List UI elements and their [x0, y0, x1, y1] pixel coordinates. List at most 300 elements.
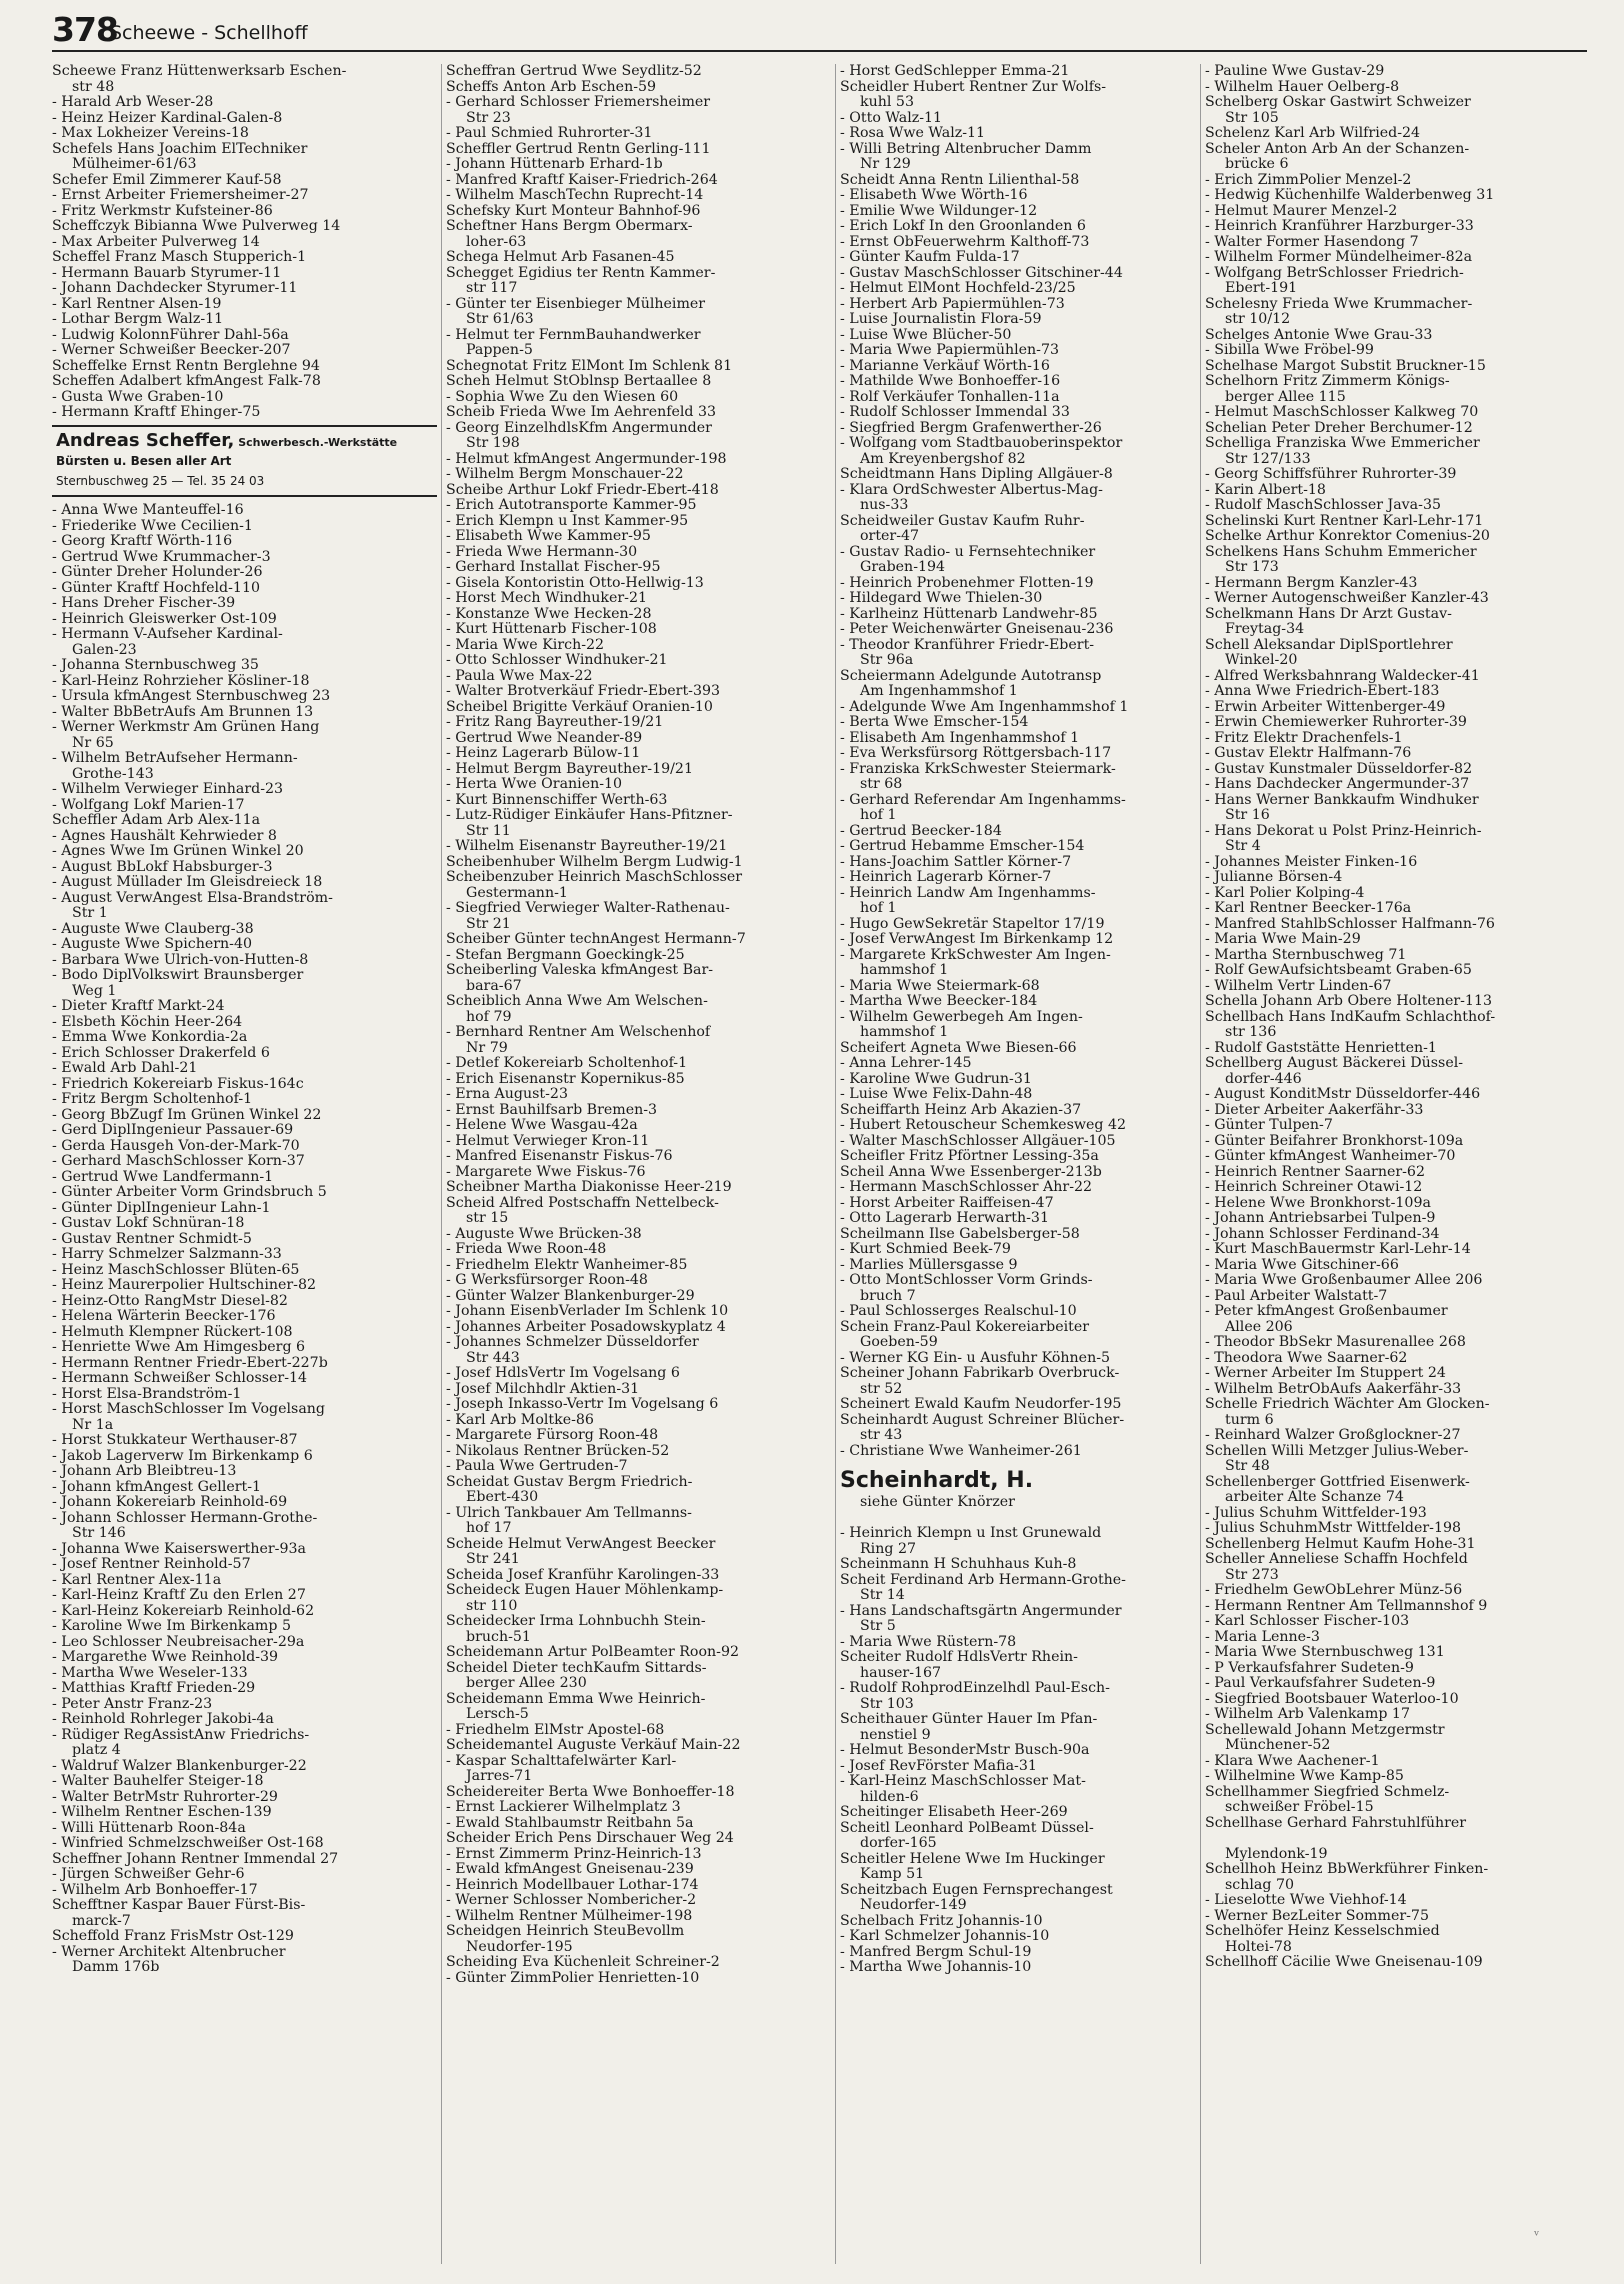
directory-entry: - Gustav Elektr Halfmann-76: [1205, 746, 1412, 761]
directory-entry: hammshof 1: [860, 963, 949, 978]
directory-entry: Schelberg Oskar Gastwirt Schweizer: [1205, 95, 1471, 110]
directory-entry: - Helmut ter FernmBauhandwerker: [446, 327, 701, 343]
directory-entry: - Theodora Wwe Saarner-62: [1205, 1350, 1408, 1366]
directory-entry: - Emilie Wwe Wildunger-12: [840, 203, 1038, 219]
directory-entry: Schelle Friedrich Wächter Am Glocken-: [1205, 1397, 1490, 1412]
directory-entry: - Rüdiger RegAssistAnw Friedrichs-: [52, 1727, 310, 1743]
directory-entry: - Wilhelm Eisenanstr Bayreuther-19/21: [446, 839, 728, 854]
directory-entry: Scheewe Franz Hüttenwerksarb Eschen-: [52, 64, 347, 79]
directory-entry: - August Mülladеr Im Gleisdreieck 18: [52, 875, 323, 890]
directory-entry: platz 4: [72, 1743, 121, 1758]
directory-entry: - Joseph Inkasso-Vertr Im Vogelsang 6: [446, 1397, 719, 1412]
directory-entry: - Manfred StahlbSchlosser Halfmann-76: [1205, 916, 1495, 932]
page-header: [52, 10, 1587, 52]
directory-entry: - Gustav Kunstmaler Düsseldorfer-82: [1205, 761, 1473, 777]
column-1: [52, 64, 437, 2264]
directory-entry: - Maria Wwe Großenbaumer Allee 206: [1205, 1273, 1483, 1288]
directory-entry: - Johann Hüttenarb Erhard-1b: [446, 157, 663, 172]
directory-entry: - Maria Wwe Rüstern-78: [840, 1634, 1017, 1650]
directory-entry: Schellenberg Helmut Kaufm Hohe-31: [1205, 1536, 1476, 1552]
directory-entry: Scheiding Eva Küchenleit Schreiner-2: [446, 1955, 720, 1970]
directory-entry: - Martha Wwe Weseler-133: [52, 1665, 248, 1681]
directory-entry: str 136: [1225, 1025, 1277, 1040]
directory-entry: Schellhoh Heinz BbWerkführer Finken-: [1205, 1862, 1489, 1877]
directory-entry: - Ewald kfmAngest Gneisenau-239: [446, 1862, 694, 1877]
directory-entry: Scheffel Franz Masch Stupperich-1: [52, 250, 307, 265]
directory-entry: - Otto Schlosser Windhuker-21: [446, 653, 668, 668]
directory-entry: Scheiblich Anna Wwe Am Welschen-: [446, 994, 708, 1009]
directory-entry: - Maria Wwe Steiermark-68: [840, 978, 1040, 994]
directory-entry: - Walter Former Hasendong 7: [1205, 234, 1419, 250]
directory-entry: - Heinz Heizer Kardinal-Galen-8: [52, 110, 283, 126]
directory-entry: hilden-6: [860, 1789, 919, 1805]
directory-entry: - Julius Schuhm Wittfelder-193: [1205, 1505, 1427, 1521]
directory-entry: - Fritz Elektr Drachenfels-1: [1205, 730, 1403, 746]
section-heading: Scheinhardt, H.: [840, 1468, 1034, 1493]
directory-entry: Schelenz Karl Arb Wilfried-24: [1205, 126, 1421, 141]
directory-entry: - Friedhelm GewObLehrer Münz-56: [1205, 1583, 1463, 1598]
directory-entry: - Karl Schlosser Fischer-103: [1205, 1614, 1410, 1629]
directory-entry: - Günter kfmAngest Wanheimer-70: [1205, 1149, 1456, 1164]
directory-entry: - Auguste Wwe Brücken-38: [446, 1226, 642, 1242]
ad-products: Bürsten u. Besen aller Art: [56, 454, 232, 468]
directory-entry: - Martha Sternbuschweg 71: [1205, 947, 1407, 963]
directory-entry: - Maria Wwe Papiermühlen-73: [840, 343, 1060, 358]
directory-entry: - Gertrud Wwe Krummacher-3: [52, 549, 271, 565]
directory-entry: - Max Lokheizer Vereins-18: [52, 126, 249, 141]
directory-entry: - Christiane Wwe Wanheimer-261: [840, 1443, 1082, 1459]
directory-entry: - August BbLokf Habsburger-3: [52, 859, 273, 875]
directory-entry: - Heinrich Probenehmer Flotten-19: [840, 575, 1094, 591]
directory-entry: Scheftner Hans Bergm Obermarx-: [446, 219, 693, 234]
directory-entry: str 43: [860, 1428, 903, 1443]
directory-entry: Schellhoff Cäcilie Wwe Gneisenau-109: [1205, 1955, 1483, 1970]
directory-entry: - Erich Schlosser Drakerfeld 6: [52, 1045, 270, 1061]
directory-entry: Scheffran Gertrud Wwe Seydlitz-52: [446, 64, 702, 79]
directory-entry: Galen-23: [72, 642, 137, 658]
directory-entry: Str 241: [466, 1552, 520, 1567]
directory-entry: Str 443: [466, 1350, 520, 1366]
directory-entry: - Josef RevFörster Mafia-31: [840, 1758, 1037, 1774]
directory-entry: - Theodor Kranführer Friedr-Ebert-: [840, 637, 1095, 653]
directory-entry: Str 273: [1225, 1567, 1279, 1583]
directory-entry: - Luise Wwe Felix-Dahn-48: [840, 1087, 1033, 1102]
directory-entry: str 15: [466, 1211, 509, 1226]
directory-entry: - Siegfried Bootsbauer Waterloo-10: [1205, 1691, 1459, 1707]
directory-entry: - Gustav Lokf Schnüran-18: [52, 1216, 245, 1231]
directory-entry: - Georg Schiffsführer Ruhrorter-39: [1205, 467, 1457, 482]
directory-entry: - Ernst Bauhilfsarb Bremen-3: [446, 1102, 658, 1118]
directory-entry: Holtei-78: [1225, 1939, 1292, 1955]
directory-entry: - Heinrich Klempn u Inst Grunewald: [840, 1526, 1102, 1541]
directory-entry: Scheifert Agneta Wwe Biesen-66: [840, 1040, 1077, 1056]
directory-entry: - Maria Lenne-3: [1205, 1629, 1320, 1645]
directory-entry: - Wilhelm Arb Bonhoeffer-17: [52, 1882, 258, 1898]
directory-entry: - Hermann MaschSchlosser Ahr-22: [840, 1180, 1093, 1195]
directory-entry: - Helmut Bergm Bayreuther-19/21: [446, 761, 693, 777]
directory-entry: - Hildegard Wwe Thielen-30: [840, 591, 1043, 606]
directory-entry: Schefftner Kaspar Bauer Fürst-Bis-: [52, 1898, 306, 1913]
directory-entry: Scheid Alfred Postschaffn Nettelbeck-: [446, 1195, 719, 1211]
directory-entry: Schein Franz-Paul Kokereiarbeiter: [840, 1319, 1090, 1335]
directory-entry: [1205, 1831, 1587, 1847]
directory-entry: bara-67: [466, 978, 522, 994]
directory-entry: - Kurt MaschBauermstr Karl-Lehr-14: [1205, 1242, 1471, 1257]
directory-entry: - Herbert Arb Papiermühlen-73: [840, 296, 1065, 312]
directory-entry: - Ludwig KolonnFührer Dahl-56a: [52, 327, 289, 343]
ad-subtitle: Schwerbesch.-Werkstätte: [234, 435, 398, 449]
ad-address: Sternbuschweg 25 — Tel. 35 24 03: [56, 473, 265, 488]
directory-entry: - Maria Wwe Main-29: [1205, 932, 1361, 947]
directory-entry: Am Ingenhammshof 1: [860, 684, 1018, 699]
directory-entry: - Wilhelm Vertr Linden-67: [1205, 978, 1392, 994]
directory-entry: - Gertrud Beecker-184: [840, 823, 1002, 839]
directory-entry: Schellenberger Gottfried Eisenwerk-: [1205, 1474, 1470, 1490]
directory-entry: Grothe-143: [72, 766, 154, 782]
directory-entry: - Walter Bauhelfer Steiger-18: [52, 1774, 264, 1789]
directory-entry: hammshof 1: [860, 1025, 949, 1040]
directory-entry: - P Verkaufsfahrer Sudeten-9: [1205, 1660, 1414, 1676]
directory-entry: - Peter Weichenwärter Gneisenau-236: [840, 622, 1114, 637]
directory-entry: - Helene Wwe Wasgau-42a: [446, 1118, 638, 1133]
directory-entry: - Karl-Heinz MaschSchlosser Mat-: [840, 1774, 1086, 1789]
directory-entry: - Marlies Müllersgasse 9: [840, 1257, 1018, 1273]
directory-entry: - Henriette Wwe Am Himgesberg 6: [52, 1340, 306, 1355]
directory-entry: Scheiner Johann Fabrikarb Overbruck-: [840, 1366, 1120, 1381]
directory-entry: str 48: [72, 79, 115, 95]
directory-entry: - Stefan Bergmann Goeckingk-25: [446, 947, 685, 963]
directory-entry: - Karl Rentner Alsen-19: [52, 296, 222, 312]
directory-entry: - Hans Dreher Fischer-39: [52, 596, 236, 611]
directory-entry: - Günter Beifahrer Bronkhorst-109a: [1205, 1133, 1464, 1149]
directory-entry: - Helmuth Klempner Rückert-108: [52, 1324, 293, 1340]
directory-entry: - Alfred Werksbahnrang Waldecker-41: [1205, 668, 1480, 684]
directory-entry: - Josef VerwAngest Im Birkenkamp 12: [840, 932, 1114, 947]
directory-entry: - Johann Kokereiarb Reinhold-69: [52, 1495, 288, 1510]
directory-entry: - Margarete KrkSchwester Am Ingen-: [840, 947, 1111, 963]
directory-entry: Schelinski Kurt Rentner Karl-Lehr-171: [1205, 513, 1484, 529]
directory-entry: Scheffen Adalbert kfmAngest Falk-78: [52, 374, 321, 389]
directory-entry: - Helene Wwe Bronkhorst-109a: [1205, 1195, 1431, 1211]
directory-entry: Scheidemann Emma Wwe Heinrich-: [446, 1691, 706, 1707]
directory-entry: - Walter BetrMstr Ruhrorter-29: [52, 1789, 278, 1805]
directory-entry: Pappen-5: [466, 343, 533, 358]
directory-entry: - Julianne Börsen-4: [1205, 870, 1343, 885]
directory-entry: Scheibel Brigitte Verkäuf Oranien-10: [446, 699, 713, 715]
directory-entry: - Wolfgang vom Stadtbauoberinspektor: [840, 436, 1123, 451]
directory-entry: - Gertrud Hebamme Emscher-154: [840, 839, 1085, 854]
directory-entry: - Siegfried Bergm Grafenwerther-26: [840, 420, 1102, 436]
directory-entry: - Maria Wwe Gitschiner-66: [1205, 1257, 1399, 1273]
directory-entry: - Anna Wwe Friedrich-Ebert-183: [1205, 684, 1440, 699]
directory-entry: - Karlheinz Hüttenarb Landwehr-85: [840, 606, 1098, 622]
directory-entry: - Hermann Bauarb Styrumer-11: [52, 265, 282, 281]
directory-entry: - Lothar Bergm Walz-11: [52, 312, 224, 327]
directory-entry: Scheler Anton Arb An der Schanzen-: [1205, 141, 1470, 157]
directory-entry: Scheil Anna Wwe Essenberger-213b: [840, 1164, 1102, 1180]
directory-entry: - Ernst Arbeiter Friemersheimer-27: [52, 188, 309, 203]
directory-entry: - Mathilde Wwe Bonhoeffer-16: [840, 374, 1061, 389]
directory-entry: berger Allee 230: [466, 1676, 587, 1691]
directory-entry: Schefsky Kurt Monteur Bahnhof-96: [446, 203, 701, 219]
directory-entry: - Elsbeth Köchin Heer-264: [52, 1014, 243, 1030]
directory-entry: arbeiter Alte Schanze 74: [1225, 1490, 1404, 1505]
directory-entry: kuhl 53: [860, 95, 914, 110]
directory-entry: - Georg EinzelhdlsKfm Angermunder: [446, 420, 712, 436]
directory-entry: - Herta Wwe Oranien-10: [446, 777, 623, 792]
directory-entry: - Wilhelm BetrAufseher Hermann-: [52, 751, 298, 766]
directory-entry: - Gerhard Schlosser Friemersheimer: [446, 95, 711, 110]
directory-entry: - Günter Kraftf Hochfeld-110: [52, 580, 260, 596]
directory-entry: - Rudolf Schlosser Immendal 33: [840, 405, 1070, 420]
directory-entry: Scheibenhuber Wilhelm Bergm Ludwig-1: [446, 854, 743, 870]
directory-entry: - Julius SchuhmMstr Wittfelder-198: [1205, 1521, 1462, 1536]
directory-entry: - Hermann Kraftf Ehinger-75: [52, 405, 261, 420]
directory-entry: - Gusta Wwe Graben-10: [52, 389, 224, 405]
directory-entry: - Heinrich Rentner Saarner-62: [1205, 1164, 1425, 1180]
directory-entry: Graben-194: [860, 560, 946, 575]
directory-entry: hauser-167: [860, 1665, 942, 1681]
directory-entry: hof 17: [466, 1521, 512, 1536]
directory-entry: Schell Aleksandar DiplSportlehrer: [1205, 637, 1453, 653]
directory-entry: - Heinrich Lagerarb Körner-7: [840, 870, 1052, 885]
directory-entry: turm 6: [1225, 1412, 1274, 1428]
section-heading-reference: siehe Günter Knörzer: [860, 1495, 1015, 1510]
directory-entry: nus-33: [860, 498, 909, 513]
directory-entry: - Werner Arbeiter Im Stuppert 24: [1205, 1366, 1446, 1381]
directory-entry: Scheiter Rudolf HdlsVertr Rhein-: [840, 1650, 1078, 1665]
directory-entry: - Margarete Fürsorg Roon-48: [446, 1428, 659, 1443]
directory-entry: Str 127/133: [1225, 451, 1311, 467]
directory-entry: str 117: [466, 281, 518, 296]
directory-entry: - Margarethe Wwe Reinhold-39: [52, 1650, 279, 1665]
column-divider: [1200, 64, 1201, 2264]
directory-entry: - Wilhelm MaschTechn Ruprecht-14: [446, 188, 704, 203]
directory-entry: - Friedhelm Elektr Wanheimer-85: [446, 1257, 688, 1273]
directory-entry: Scheitinger Elisabeth Heer-269: [840, 1805, 1068, 1820]
directory-entry: - Johann Dachdecker Styrumer-11: [52, 281, 298, 296]
directory-entry: Str 5: [860, 1619, 896, 1634]
directory-entry: - Anna Wwe Manteuffel-16: [52, 503, 244, 518]
directory-entry: Str 96a: [860, 653, 914, 668]
directory-entry: - Paul Schlosserges Realschul-10: [840, 1304, 1077, 1319]
directory-entry: Scheffler Adam Arb Alex-11a: [52, 813, 261, 828]
directory-entry: Nr 65: [72, 735, 114, 751]
directory-entry: Schelkmann Hans Dr Arzt Gustav-: [1205, 606, 1452, 622]
directory-entry: Scheiffarth Heinz Arb Akazien-37: [840, 1102, 1082, 1118]
directory-entry: - Margarete Wwe Fiskus-76: [446, 1164, 646, 1180]
directory-entry: - Gustav Radio- u Fernsehtechniker: [840, 544, 1096, 560]
directory-entry: Gestermann-1: [466, 885, 568, 901]
directory-entry: str 10/12: [1225, 312, 1291, 327]
directory-entry: Ebert-430: [466, 1490, 539, 1505]
directory-entry: - Gerd DiplIngenieur Passauer-69: [52, 1123, 294, 1138]
directory-entry: Freytag-34: [1225, 622, 1305, 637]
directory-entry: - Heinz Lagerarb Bülow-11: [446, 746, 641, 761]
directory-entry: Scheiberling Valeska kfmAngest Bar-: [446, 963, 714, 978]
directory-entry: Scheh Helmut StOblnsp Bertaallee 8: [446, 374, 712, 389]
directory-entry: Scheideck Eugen Hauer Möhlenkamp-: [446, 1583, 724, 1598]
directory-entry: - Johannes Arbeiter Posadowskyplatz 4: [446, 1319, 726, 1335]
directory-entry: - Josef Rentner Reinhold-57: [52, 1557, 251, 1572]
directory-entry: - Karl Arb Moltke-86: [446, 1412, 594, 1428]
directory-entry: - Walter BbBetrAufs Am Brunnen 13: [52, 704, 314, 720]
column-2: [446, 64, 831, 2264]
directory-entry: Scheitl Leonhard PolBeamt Düssel-: [840, 1820, 1094, 1836]
directory-entry: - Fritz Werkmstr Kufsteiner-86: [52, 203, 273, 219]
directory-entry: schlag 70: [1225, 1877, 1295, 1893]
directory-entry: Neudorfer-149: [860, 1898, 967, 1913]
directory-entry: - Hubert Retouscheur Schemkesweg 42: [840, 1118, 1127, 1133]
directory-entry: - G Werksfürsorger Roon-48: [446, 1273, 648, 1288]
directory-entry: Scheitzbach Eugen Fernsprechangest: [840, 1882, 1113, 1898]
directory-entry: Schelkens Hans Schuhm Emmericher: [1205, 544, 1477, 560]
directory-entry: - Gisela Kontoristin Otto-Hellwig-13: [446, 575, 704, 591]
directory-entry: - Paula Wwe Gertruden-7: [446, 1459, 628, 1474]
directory-entry: - Werner BezLeiter Sommer-75: [1205, 1908, 1429, 1924]
directory-entry: - Karl-Heinz Rohrzieher Kösliner-18: [52, 673, 310, 689]
directory-entry: - Heinz-Otto RangMstr Diesel-82: [52, 1293, 288, 1309]
directory-entry: - Helmut MaschSchlosser Kalkweg 70: [1205, 405, 1479, 420]
directory-entry: - Sibilla Wwe Fröbel-99: [1205, 343, 1374, 358]
directory-entry: Nr 1a: [72, 1417, 114, 1433]
directory-entry: - Helmut kfmAngest Angermunder-198: [446, 451, 727, 467]
directory-entry: Str 61/63: [466, 312, 534, 327]
column-divider: [441, 64, 442, 2264]
directory-entry: - Werner Werkmstr Am Grünen Hang: [52, 720, 320, 735]
directory-entry: Schefels Hans Joachim ElTechniker: [52, 141, 308, 157]
directory-entry: Scheidat Gustav Bergm Friedrich-: [446, 1474, 693, 1490]
directory-entry: Scheffler Gertrud Rentn Gerling-111: [446, 141, 711, 157]
directory-entry: - Helmut BesonderMstr Busch-90a: [840, 1743, 1090, 1758]
directory-entry: - Heinrich Gleiswerker Ost-109: [52, 611, 277, 627]
directory-entry: Scheinmann H Schuhhaus Kuh-8: [840, 1557, 1077, 1572]
directory-entry: Schelhöfer Heinz Kesselschmied: [1205, 1924, 1440, 1939]
directory-entry: Scheib Frieda Wwe Im Aehrenfeld 33: [446, 405, 717, 420]
directory-entry: - Luise Journalistin Flora-59: [840, 312, 1042, 327]
directory-entry: Münchener-52: [1225, 1738, 1331, 1753]
directory-entry: Scheibner Martha Diakonisse Heer-219: [446, 1180, 732, 1195]
directory-entry: - Elisabeth Am Ingenhammshof 1: [840, 730, 1080, 746]
directory-entry: Str 173: [1225, 560, 1279, 575]
directory-entry: - Otto MontSchlosser Vorm Grinds-: [840, 1273, 1093, 1288]
directory-entry: - Walter MaschSchlosser Allgäuer-105: [840, 1133, 1116, 1149]
directory-entry: - Josef HdlsVertr Im Vogelsang 6: [446, 1366, 680, 1381]
advertisement-box: [52, 425, 437, 498]
directory-entry: - Günter Tulpen-7: [1205, 1118, 1333, 1133]
directory-entry: - Theodor BbSekr Masurenallee 268: [1205, 1335, 1466, 1350]
directory-entry: - Günter Walzer Blankenburger-29: [446, 1288, 695, 1304]
directory-entry: - Karoline Wwe Im Birkenkamp 5: [52, 1619, 292, 1634]
directory-entry: - Konstanze Wwe Hecken-28: [446, 606, 652, 622]
directory-entry: Scheider Erich Pens Dirschauer Weg 24: [446, 1831, 734, 1846]
directory-entry: - Karl-Heinz Kokereiarb Reinhold-62: [52, 1603, 315, 1619]
directory-entry: - Friedrich Kokereiarb Fiskus-164c: [52, 1076, 304, 1092]
directory-entry: - Emma Wwe Konkordia-2a: [52, 1030, 248, 1045]
directory-entry: nenstiel 9: [860, 1727, 931, 1743]
directory-entry: brücke 6: [1225, 157, 1289, 172]
directory-entry: - Wilhelm BetrObAufs Aakerfähr-33: [1205, 1381, 1462, 1397]
directory-entry: - Hans Landschaftsgärtn Angermunder: [840, 1603, 1122, 1619]
directory-entry: Str 146: [72, 1526, 126, 1541]
directory-entry: - Marianne Verkäuf Wörth-16: [840, 358, 1050, 374]
directory-entry: - Eva Werksfürsorg Röttgersbach-117: [840, 746, 1112, 761]
directory-entry: - Horst Mech Windhuker-21: [446, 591, 647, 606]
directory-entry: - Auguste Wwe Clauberg-38: [52, 921, 254, 937]
directory-entry: - Elisabeth Wwe Kammer-95: [446, 529, 651, 544]
directory-entry: hof 1: [860, 808, 897, 823]
directory-entry: - Otto Lagerarb Herwarth-31: [840, 1211, 1049, 1226]
directory-entry: Str 1: [72, 906, 108, 921]
directory-entry: - Kurt Schmied Beek-79: [840, 1242, 1011, 1257]
directory-entry: Str 103: [860, 1696, 914, 1712]
directory-entry: - Otto Walz-11: [840, 110, 943, 126]
directory-entry: - Ewald Arb Dahl-21: [52, 1061, 198, 1076]
directory-entry: - Anna Lehrer-145: [840, 1056, 972, 1071]
directory-entry: - Manfred Eisenanstr Fiskus-76: [446, 1149, 673, 1164]
directory-entry: - Hermann V-Aufseher Kardinal-: [52, 627, 283, 642]
directory-entry: Schelke Arthur Konrektor Comenius-20: [1205, 529, 1490, 544]
directory-entry: - Erich Autotransporte Kammer-95: [446, 498, 697, 513]
directory-entry: - Ewald Stahlbaumstr Reitbahn 5a: [446, 1815, 694, 1831]
directory-entry: - Frieda Wwe Hermann-30: [446, 544, 638, 560]
directory-entry: - Heinz Maurerpolier Hultschiner-82: [52, 1278, 317, 1293]
column-divider: [835, 64, 836, 2264]
directory-entry: Scheiber Günter technAngest Hermann-7: [446, 932, 746, 947]
directory-entry: - August VerwAngest Elsa-Brandström-: [52, 890, 333, 906]
directory-entry: - Ursula kfmAngest Sternbuschweg 23: [52, 689, 331, 704]
directory-entry: - Harald Arb Weser-28: [52, 95, 214, 110]
directory-entry: Schelbach Fritz Johannis-10: [840, 1913, 1043, 1929]
directory-entry: - Horst Arbeiter Raiffeisen-47: [840, 1195, 1054, 1211]
directory-entry: Ebert-191: [1225, 281, 1298, 296]
directory-entry: Scheinert Ewald Kaufm Neudorfer-195: [840, 1397, 1122, 1412]
directory-entry: - Wilhelm Bergm Monschauer-22: [446, 467, 684, 482]
directory-entry: - Günter ZimmPolier Henrietten-10: [446, 1970, 700, 1986]
directory-entry: - Werner KG Ein- u Ausfuhr Köhnen-5: [840, 1350, 1111, 1366]
directory-entry: Scheida Josef Kranführ Karolingen-33: [446, 1567, 720, 1583]
directory-entry: - Heinz MaschSchlosser Blüten-65: [52, 1262, 300, 1278]
directory-entry: - Wilhelm Rentner Eschen-139: [52, 1805, 272, 1820]
directory-entry: - Luise Wwe Blücher-50: [840, 327, 1012, 343]
directory-entry: - Johannes Schmelzer Düsseldorfer: [446, 1335, 699, 1350]
directory-entry: - Hermann Rentner Am Tellmannshof 9: [1205, 1598, 1488, 1614]
directory-entry: - Dieter Kraftf Markt-24: [52, 999, 225, 1014]
directory-entry: - Hans Werner Bankkaufm Windhuker: [1205, 792, 1479, 808]
directory-entry: Winkel-20: [1225, 653, 1298, 668]
directory-entry: - Wilhelm Hauer Oelberg-8: [1205, 79, 1400, 95]
directory-entry: Scheidel Dieter techKaufm Sittards-: [446, 1660, 707, 1676]
directory-entry: - Hugo GewSekretär Stapeltor 17/19: [840, 916, 1105, 932]
directory-entry: - Peter kfmAngest Großenbaumer: [1205, 1304, 1448, 1319]
directory-entry: - August KonditMstr Düsseldorfer-446: [1205, 1087, 1481, 1102]
directory-entry: - Karin Albert-18: [1205, 482, 1326, 498]
directory-entry: - Elisabeth Wwe Wörth-16: [840, 188, 1028, 203]
directory-entry: - Rosa Wwe Walz-11: [840, 126, 986, 141]
directory-entry: - Paul Arbeiter Walstatt-7: [1205, 1288, 1388, 1304]
directory-entry: - Karl-Heinz Kraftf Zu den Erlen 27: [52, 1588, 306, 1603]
directory-entry: - Johanna Wwe Kaiserswerther-93a: [52, 1541, 306, 1557]
directory-entry: - Wilhelm Arb Valenkamp 17: [1205, 1707, 1410, 1722]
directory-entry: Scheidtmann Hans Dipling Allgäuer-8: [840, 467, 1113, 482]
directory-entry: Schegget Egidius ter Rentn Kammer-: [446, 265, 716, 281]
directory-entry: - Gerda Hausgeh Von-der-Mark-70: [52, 1138, 300, 1154]
directory-entry: - Erwin Chemiewerker Ruhrorter-39: [1205, 715, 1467, 730]
directory-entry: Str 4: [1225, 839, 1261, 854]
directory-entry: - Martha Wwe Johannis-10: [840, 1960, 1032, 1975]
directory-entry: Scheidemantel Auguste Verkäuf Main-22: [446, 1738, 741, 1753]
directory-entry: - Ernst ObFeuerwehrm Kalthoff-73: [840, 234, 1090, 250]
